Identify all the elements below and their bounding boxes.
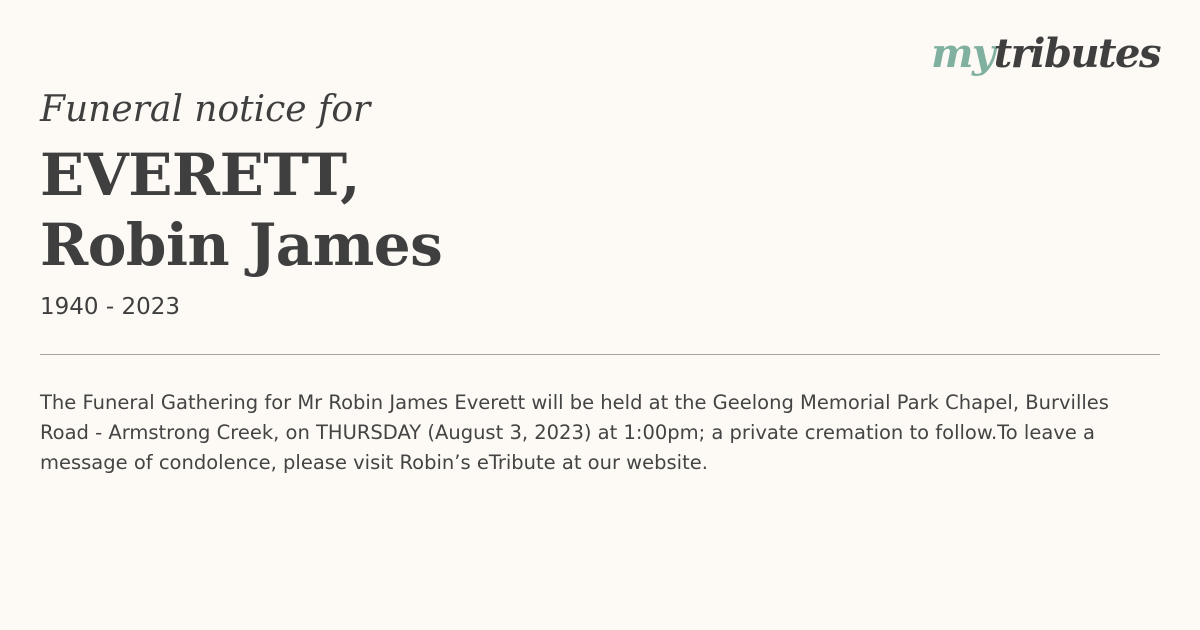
deceased-given-names: Robin James xyxy=(40,211,443,279)
logo-part-tributes: tributes xyxy=(993,30,1160,77)
mytributes-logo[interactable] xyxy=(931,30,1160,77)
deceased-name xyxy=(40,140,442,280)
deceased-surname: EVERETT, xyxy=(40,141,360,209)
life-years: 1940 - 2023 xyxy=(40,294,180,320)
logo-part-my: my xyxy=(931,30,994,77)
divider xyxy=(40,354,1160,355)
notice-kicker: Funeral notice for xyxy=(40,89,371,130)
notice-body: The Funeral Gathering for Mr Robin James Everett will be held at the Geelong Memorial Park Chapel, Burvilles Road - Armstrong Creek, on THURSDAY (August 3, 2023) at 1:00pm; a private cremation to follow.To leave a message of condolence, please visit Robin’s eTribute at our website. xyxy=(40,391,1109,474)
